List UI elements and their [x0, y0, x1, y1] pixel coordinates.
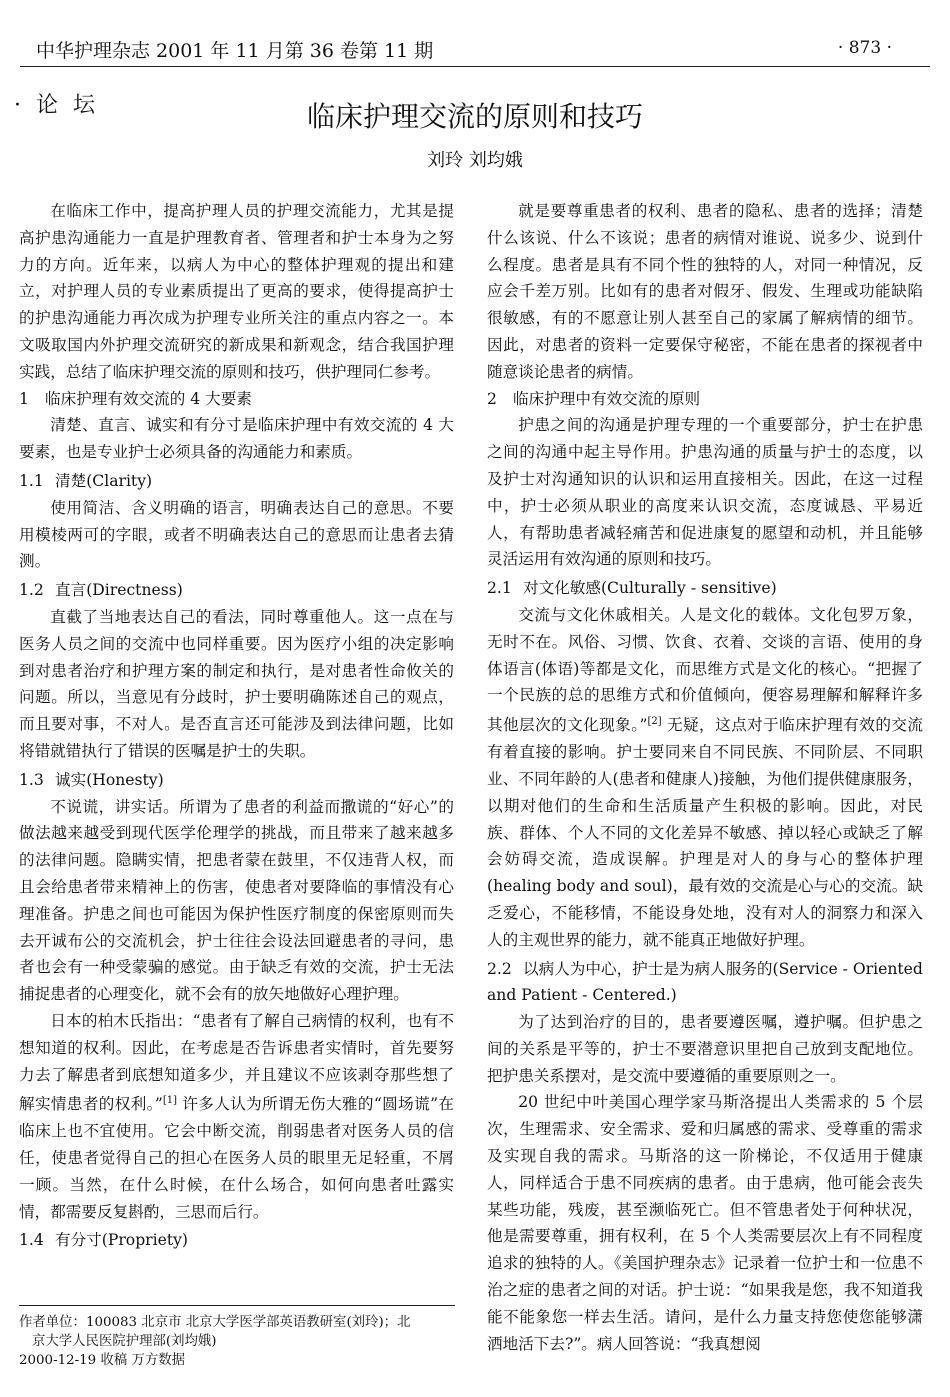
paragraph: 清楚、直言、诚实和有分寸是临床护理中有效交流的 4 大要素，也是专业护士必须具备的沟通能力和素质。	[19, 416, 454, 462]
subsection-title: 直言(Directness)	[55, 581, 183, 600]
paragraph	[19, 1008, 454, 1226]
paragraph-text: 许多人认为所谓无伤大雅的“圆场谎”在临床上也不宜使用。它会中断交流，削弱患者对医务人员的信任，使患者觉得自己的担心在医务人员的眼里无足轻重，不屑一顾。当然，在什么时候，在什么场合，如何向患者吐露实情，都需要反复斟酌，三思而后行。	[19, 1095, 454, 1221]
subsection-number: 1.1	[19, 471, 44, 490]
section-number: 1	[19, 389, 29, 408]
paragraph-text: 交流与文化休戚相关。人是文化的载体。文化包罗万象，无时不在。风俗、习惯、饮食、衣着、交谈的言语、使用的身体语言(体语)等都是文化，而思维方式是文化的核心。“把握了一个民族的总的思维方式和价值倾向，便容易理解和解释许多其他层次的文化现象。”	[487, 605, 923, 735]
journal-header: 中华护理杂志 2001 年 11 月第 36 卷第 11 期	[36, 40, 434, 62]
article-title: 临床护理交流的原则和技巧	[306, 100, 643, 133]
paragraph: 就是要尊重患者的权利、患者的隐私、患者的选择；清楚什么该说、什么不该说；患者的病情对谁说、说多少、说到什么程度。患者是具有不同个性的独特的人，对同一种情况，反应会千差万别。比如有的患者对假牙、假发、生理或功能缺陷很敏感，有的不愿意让别人甚至自己的家属了解病情的细节。因此，对患者的资料一定要保守秘密，不能在患者的探视者中随意谈论患者的病情。	[487, 202, 923, 381]
subsection-heading	[19, 767, 454, 794]
section-number: 2	[487, 389, 497, 408]
subsection-number: 1.4	[19, 1231, 44, 1250]
paragraph-text: 日本的柏木氏指出：“患者有了解自己病情的权利，也有不想知道的权利。因此，在考虑是否告诉患者实情时，首先要努力去了解患者到底想知道多少，并且建议不应该剥夺那些想了解实情患者的权利。”	[19, 1011, 454, 1114]
paragraph: 使用简洁、含义明确的语言，明确表达自己的意思。不要用模棱两可的字眼，或者不明确表达自己的意思而让患者去猜测。	[19, 498, 454, 571]
paragraph-text: 无疑，这点对于临床护理有效的交流有着直接的影响。护士要同来自不同民族、不同阶层、不同职业、不同年龄的人(患者和健康人)接触，为他们提供健康服务，以期对他们的生命和生活质量产生积极的影响。因此，对民族、群体、个人不同的文化差异不敏感、掉以轻心或缺乏了解会妨碍交流，造成误解。护理是对人的身与心的整体护理(healing body and soul)，最有效的交流是心与心的交流。缺乏爱心，不能移情，不能设身处地，没有对人的洞察力和深入人的主观世界的能力，就不能真正地做好护理。	[487, 716, 923, 949]
subsection-heading	[487, 956, 923, 1010]
section-heading	[487, 386, 923, 413]
section-tag: · 论 坛	[14, 93, 99, 118]
watermark: 万方数据	[131, 1353, 186, 1368]
subsection-title: 对文化敏感(Culturally - sensitive)	[523, 579, 777, 598]
section-heading	[19, 386, 454, 413]
paragraph: 在临床工作中，提高护理人员的护理交流能力，尤其是提高护患沟通能力一直是护理教育者、管理者和护士本身为之努力的方向。近年来，以病人为中心的整体护理观的提出和建立，对护理人员的专业素质提出了更高的要求，使得提高护士的护患沟通能力再次成为护理专业所关注的重点内容之一。本文吸取国内外护理交流研究的新成果和新观念，结合我国护理实践，总结了临床护理交流的原则和技巧，供护理同仁参考。	[19, 202, 454, 381]
paragraph: 直截了当地表达自己的看法，同时尊重他人。这一点在与医务人员之间的交流中也同样重要。因为医疗小组的决定影响到对患者治疗和护理方案的制定和执行，是对患者性命攸关的问题。所以，当意见有分歧时，护士要明确陈述自己的观点，而且要对事，不对人。是否直言还可能涉及到法律问题，比如将错就错执行了错误的医嘱是护士的失职。	[19, 607, 454, 760]
subsection-heading	[487, 575, 923, 602]
header-divider	[20, 66, 930, 67]
paragraph	[487, 602, 923, 954]
subsection-number: 1.3	[19, 770, 44, 789]
footnote-affiliation-cont: 京大学人民医院护理部(刘均娥)	[32, 1334, 217, 1349]
subsection-heading	[19, 577, 454, 604]
footnote-affiliation: 作者单位：100083 北京市 北京大学医学部英语教研室(刘玲)；北	[19, 1315, 411, 1330]
subsection-heading	[19, 1227, 454, 1254]
section-title: 临床护理中有效交流的原则	[513, 389, 701, 408]
footnote-divider	[19, 1305, 455, 1306]
subsection-number: 2.1	[487, 579, 512, 598]
paragraph: 护患之间的沟通是护理专理的一个重要部分，护士在护患之间的沟通中起主导作用。护患沟通的质量与护士的态度，以及护士对沟通知识的认识和运用直接相关。因此，在这一过程中，护士必须从职业的高度来认识交流，态度诚恳、平易近人，有帮助患者减轻痛苦和促进康复的愿望和动机，并且能够灵活运用有效沟通的原则和技巧。	[487, 416, 923, 569]
footnote	[19, 1313, 455, 1370]
page-number: · 873 ·	[837, 38, 892, 58]
subsection-number: 1.2	[19, 581, 44, 600]
citation-ref: [2]	[647, 716, 662, 728]
paragraph: 不说谎，讲实话。所谓为了患者的利益而撒谎的“好心”的做法越来越受到现代医学伦理学的挑战，而且带来了越来越多的法律问题。隐瞒实情，把患者蒙在鼓里，不仅违背人权，而且会给患者带来精神上的伤害，使患者对要降临的事情没有心理准备。护患之间也可能因为保护性医疗制度的保密原则而失去开诚布公的交流机会，护士往往会设法回避患者的寻问，患者也会有一种受蒙骗的感觉。由于缺乏有效的交流，护士无法捕捉患者的心理变化，就不会有的放矢地做好心理护理。	[19, 797, 454, 1004]
section-title: 临床护理有效交流的 4 大要素	[45, 389, 252, 408]
left-column	[19, 198, 454, 1254]
subsection-title: 有分寸(Propriety)	[55, 1231, 189, 1250]
paragraph: 为了达到治疗的目的，患者要遵医嘱，遵护嘱。但护患之间的关系是平等的，护士不要潜意识里把自己放到支配地位。把护患关系摆对，是交流中要遵循的重要原则之一。	[487, 1013, 923, 1085]
subsection-title: 诚实(Honesty)	[55, 770, 164, 789]
footnote-received: 2000-12-19 收稿 万方数据	[19, 1353, 186, 1368]
right-column	[487, 198, 923, 1357]
subsection-number: 2.2	[487, 959, 512, 978]
paragraph: 20 世纪中叶美国心理学家马斯洛提出人类需求的 5 个层次，生理需求、安全需求、爱和归属感的需求、受尊重的需求及实现自我的需求。马斯洛的这一阶梯论，不仅适用于健康人，同样适合于患不同疾病的患者。由于患病，他可能会丧失某些功能，残废，甚至濒临死亡。但不管患者处于何种状况，他是需要尊重，拥有权利，在 5 个人类需要层次上有不同程度追求的独特的人。《美国护理杂志》记录着一位护士和一位患不治之症的患者之间的对话。护士说：“如果我是您，我不知道我能不能象您一样去生活。请问，是什么力量支持您使您能够潇洒地活下去?”。病人回答说：“我真想阅	[487, 1093, 923, 1353]
citation-ref: [1]	[162, 1095, 177, 1107]
subsection-heading	[19, 468, 454, 495]
article-authors: 刘玲 刘均娥	[427, 150, 523, 171]
subsection-title: 清楚(Clarity)	[55, 471, 153, 490]
subsection-title: 以病人为中心，护士是为病人服务的(Service - Oriented and Patient - Centered.)	[487, 959, 923, 1005]
